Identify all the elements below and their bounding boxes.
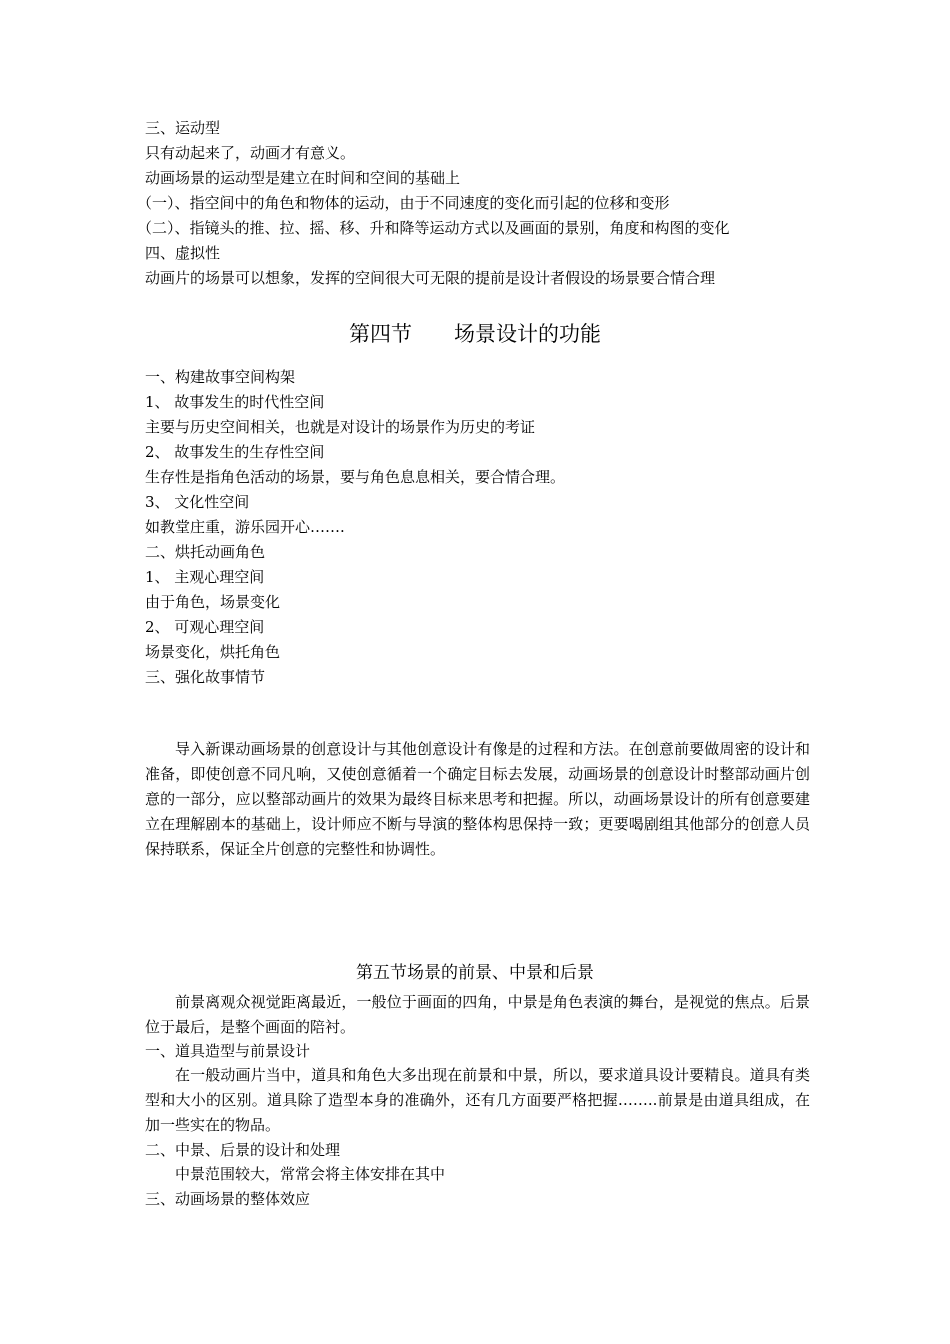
- section5-paragraph-2: 在一般动画片当中，道具和角色大多出现在前景和中景，所以，要求道具设计要精良。道具有类型和大小的区别。道具除了造型本身的准确外，还有几方面要严格把握……..前景是由道具组成，在加一些实在的物品。: [145, 1066, 810, 1134]
- text-line: 3、 文化性空间: [145, 493, 250, 511]
- text-line: 2、 故事发生的生存性空间: [145, 443, 325, 461]
- text-line: 2、 可观心理空间: [145, 618, 265, 636]
- text-line: 如教堂庄重，游乐园开心…….: [145, 518, 345, 536]
- text-line: 场景变化，烘托角色: [145, 643, 281, 661]
- subsection-heading: 一、道具造型与前景设计: [145, 1042, 311, 1060]
- text-line: 只有动起来了，动画才有意义。: [145, 144, 356, 162]
- subsection-heading: 二、中景、后景的设计和处理: [145, 1141, 341, 1159]
- text-line: 1、 主观心理空间: [145, 568, 265, 586]
- text-line: 三、强化故事情节: [145, 668, 266, 686]
- intro-paragraph: 导入新课动画场景的创意设计与其他创意设计有像是的过程和方法。在创意前要做周密的设计和准备，即使创意不同凡响，又使创意循着一个确定目标去发展，动画场景的创意设计时整部动画片创意的一部分，应以整部动画片的效果为最终目标来思考和把握。所以，动画场景设计的所有创意要建立在理解剧本的基础上，设计师应不断与导演的整体构思保持一致；更要喝剧组其他部分的创意人员保持联系，保证全片创意的完整性和协调性。: [145, 740, 810, 858]
- text-line: （二）、指镜头的推、拉、摇、移、升和降等运动方式以及画面的景别，角度和构图的变化: [137, 219, 730, 237]
- text-line: 中景范围较大，常常会将主体安排在其中: [175, 1165, 446, 1183]
- text-line: 由于角色，场景变化: [145, 593, 281, 611]
- section5-title: 第五节场景的前景、中景和后景: [356, 963, 594, 983]
- section-heading-virtual: 四、虚拟性: [145, 244, 221, 262]
- subsection-heading: 三、动画场景的整体效应: [145, 1190, 311, 1208]
- section-heading-motion: 三、运动型: [145, 119, 221, 137]
- text-line: 1、 故事发生的时代性空间: [145, 393, 325, 411]
- text-line: 主要与历史空间相关，也就是对设计的场景作为历史的考证: [145, 418, 536, 436]
- text-line: 二、烘托动画角色: [145, 543, 266, 561]
- text-line: 一、构建故事空间构架: [145, 368, 296, 386]
- text-line: 生存性是指角色活动的场景，要与角色息息相关，要合情合理。: [145, 468, 566, 486]
- text-line: 动画片的场景可以想象，发挥的空间很大可无限的提前是设计者假设的场景要合情合理: [145, 269, 716, 287]
- text-line: 动画场景的运动型是建立在时间和空间的基础上: [145, 169, 461, 187]
- text-line: （一）、指空间中的角色和物体的运动，由于不同速度的变化而引起的位移和变形: [137, 194, 670, 212]
- section5-paragraph-1: 前景离观众视觉距离最近，一般位于画面的四角，中景是角色表演的舞台，是视觉的焦点。后景位于最后，是整个画面的陪衬。: [145, 993, 810, 1036]
- section4-title: 第四节 场景设计的功能: [349, 322, 601, 346]
